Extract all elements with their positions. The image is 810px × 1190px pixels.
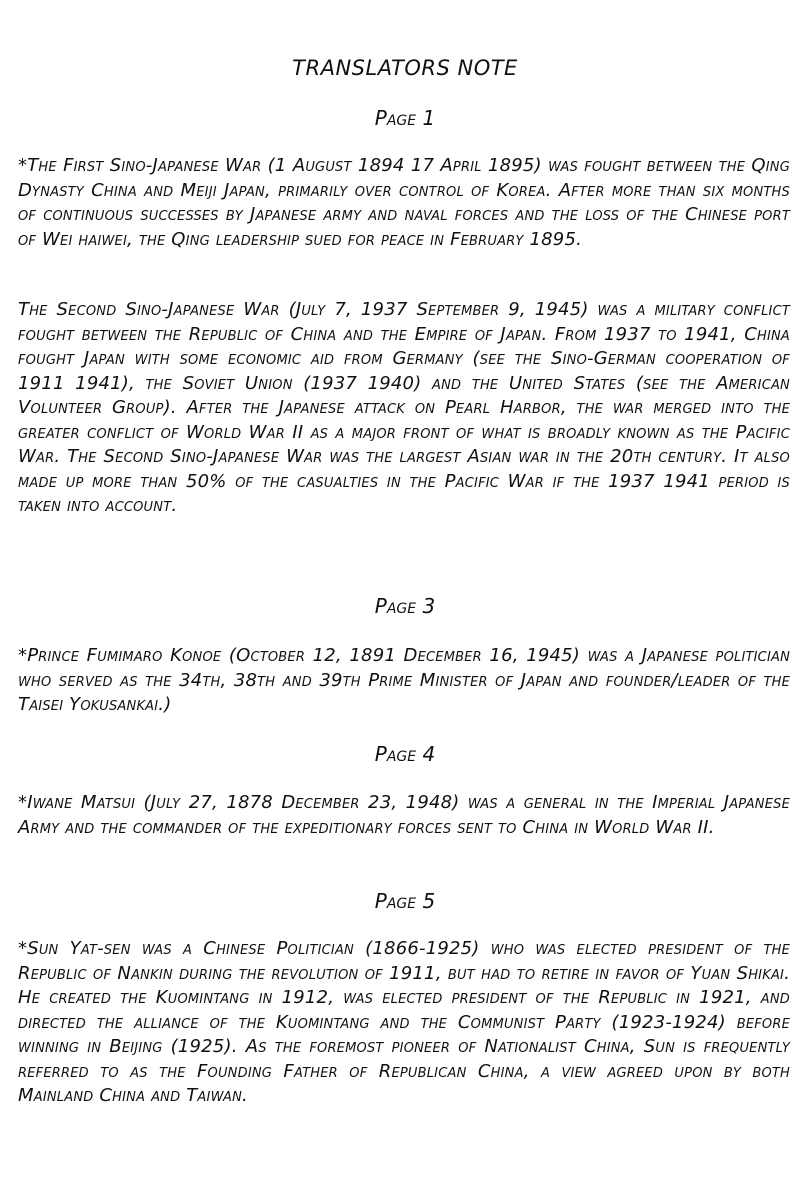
section-heading-page-1: Page 1 bbox=[374, 106, 436, 130]
section-heading-page-3: Page 3 bbox=[374, 594, 436, 618]
section-heading-page-4: Page 4 bbox=[374, 742, 436, 766]
note-iwane-matsui: *Iwane Matsui (July 27, 1878 December 23, 1948) was a general in the Imperial Japanese Army and the commander of the expeditionary forces sent to China in World War II. bbox=[18, 792, 790, 838]
page-title: TRANSLATORS NOTE bbox=[292, 56, 518, 80]
note-fumimaro-konoe: *Prince Fumimaro Konoe (October 12, 1891 December 16, 1945) was a Japanese politician who served as the 34th, 38th and 39th Prime Minister of Japan and founder/leader of the Taisei Yokusankai.) bbox=[18, 645, 790, 715]
note-first-sino-japanese-war: *The First Sino-Japanese War (1 August 1894 17 April 1895) was fought between the Qing Dynasty China and Meiji Japan, primarily over control of Korea. After more than six months of continuous successes by Japanese army and naval forces and the loss of the Chinese port of Wei haiwei, the Qing leadership sued for peace in February 1895. bbox=[18, 155, 790, 250]
note-second-sino-japanese-war: The Second Sino-Japanese War (July 7, 1937 September 9, 1945) was a military conflict fought between the Republic of China and the Empire of Japan. From 1937 to 1941, China fought Japan with some economic aid from Germany (see the Sino-German cooperation of 1911 1941), the Soviet Union (1937 1940) and the United States (see the American Volunteer Group). After the Japanese attack on Pearl Harbor, the war merged into the greater conflict of World War II as a major front of what is broadly known as the Pacific War. The Second Sino-Japanese War was the largest Asian war in the 20th century. It also made up more than 50% of the casualties in the Pacific War if the 1937 1941 period is taken into account. bbox=[18, 299, 790, 516]
section-heading-page-5: Page 5 bbox=[374, 889, 436, 913]
note-sun-yat-sen: *Sun Yat-sen was a Chinese Politician (1866-1925) who was elected president of the Republic of Nankin during the revolution of 1911, but had to retire in favor of Yuan Shikai. He created the Kuomintang in 1912, was elected president of the Republic in 1921, and directed the alliance of the Kuomintang and the Communist Party (1923-1924) before winning in Beijing (1925). As the foremost pioneer of Nationalist China, Sun is frequently referred to as the Founding Father of Republican China, a view agreed upon by both Mainland China and Taiwan. bbox=[18, 938, 790, 1106]
